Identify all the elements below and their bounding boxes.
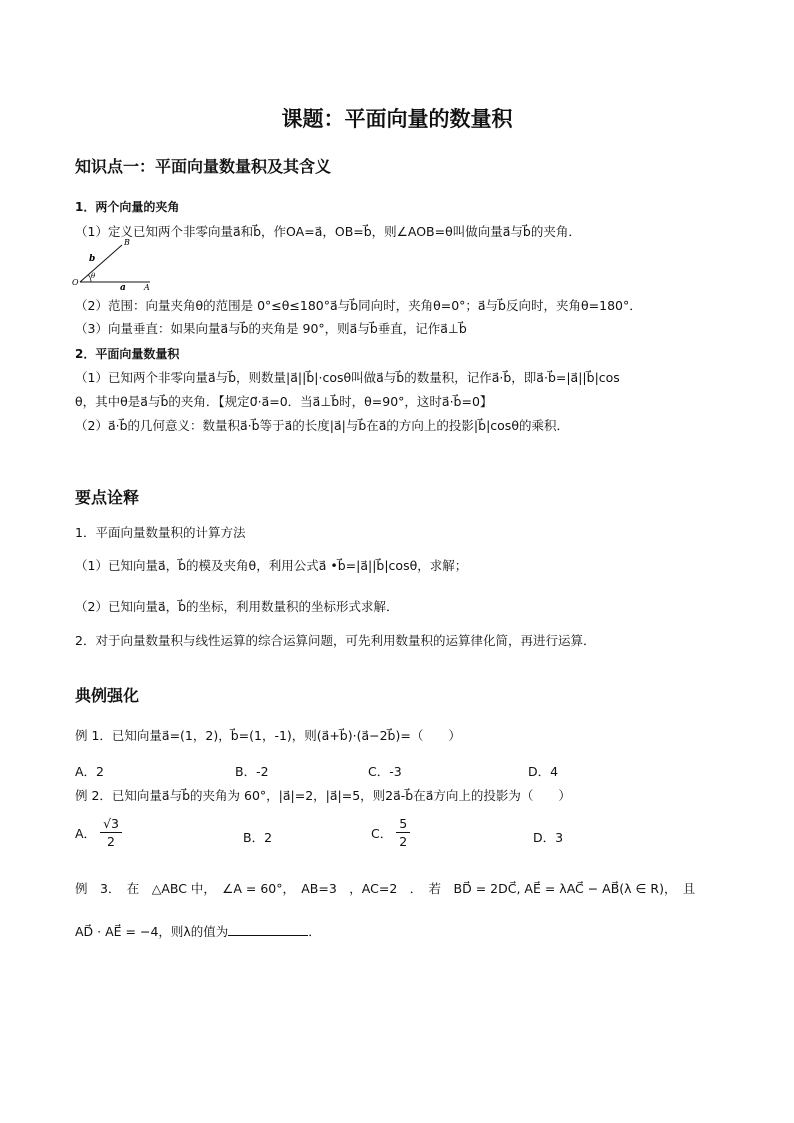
diagram-label-b: b [89, 254, 96, 264]
diagram-label-a: a [120, 283, 126, 292]
diagram-label-A: A [144, 283, 150, 292]
geometric-meaning-line: （2）a⃗·b⃗的几何意义：数量积a⃗·b⃗等于a⃗的长度|a⃗|与b⃗在a⃗的方向上的投影|b⃗|cosθ的乘积． [75, 418, 569, 433]
method-1-line: （1）已知向量a⃗，b⃗的模及夹角θ，利用公式a⃗ •b⃗=|a⃗||b⃗|cosθ，求解； [75, 558, 468, 573]
perpendicular-line: （3）向量垂直：如果向量a⃗与b⃗的夹角是 90°，则a⃗与b⃗垂直，记作a⃗⊥b⃗ [75, 321, 467, 336]
answer-blank [228, 923, 308, 936]
example-3-period: ． [308, 924, 321, 939]
example-3-line-1: 例 3． 在 △ABC 中， ∠A = 60°， AB=3 ，AC=2 ． 若 BD⃗ = 2DC⃗, AE⃗ = λAC⃗ − AB⃗(λ ∈ R)， 且 [75, 881, 696, 896]
dot-product-definition-line-1: （1）已知两个非零向量a⃗与b⃗，则数量|a⃗||b⃗|·cosθ叫做a⃗与b⃗的数量积，记作a⃗·b⃗，即a⃗·b⃗=|a⃗||b⃗|cos [75, 370, 620, 385]
example-1-option-d: D．4 [528, 764, 559, 779]
option-a-numerator: √3 [100, 816, 122, 833]
example-2-option-c [371, 816, 414, 849]
page-title: 课题：平面向量的数量积 [281, 107, 513, 131]
option-c-denominator: 2 [399, 834, 408, 849]
subheading-angle-between-vectors: 1．两个向量的夹角 [75, 200, 180, 214]
definition-line: （1）定义已知两个非零向量a⃗和b⃗，作OA=a⃗，OB=b⃗，则∠AOB=θ叫做向量a⃗与b⃗的夹角． [75, 224, 581, 239]
subheading-dot-product: 2．平面向量数量积 [75, 347, 180, 361]
diagram-label-B: B [124, 238, 130, 247]
option-c-label: C． [371, 825, 393, 841]
combined-operations-line: 2．对于向量数量积与线性运算的综合运算问题，可先利用数量积的运算律化简，再进行运算． [75, 633, 596, 648]
range-line: （2）范围：向量夹角θ的范围是 0°≤θ≤180°a⃗与b⃗同向时，夹角θ=0°；a⃗与b⃗反向时，夹角θ=180°． [75, 298, 642, 313]
method-2-line: （2）已知向量a⃗，b⃗的坐标，利用数量积的坐标形式求解． [75, 599, 399, 614]
example-3-line-2 [75, 922, 321, 940]
option-a-denominator: 2 [107, 834, 115, 849]
option-c-fraction [396, 816, 410, 849]
example-2-option-a [75, 816, 126, 849]
example-3-condition: AD⃗ · AE⃗ = −4，则λ的值为 [75, 924, 229, 939]
angle-diagram [66, 236, 162, 292]
option-a-label: A． [75, 825, 97, 841]
diagram-label-theta: θ [91, 272, 96, 280]
example-1-option-a: A．2 [75, 764, 105, 779]
example-2-stem: 例 2．已知向量a⃗与b⃗的夹角为 60°，|a⃗|=2，|a⃗|=5，则2a⃗-b⃗在a⃗方向上的投影为（ ） [75, 788, 571, 803]
method-heading: 1．平面向量数量积的计算方法 [75, 525, 246, 540]
section-heading-examples: 典例强化 [75, 686, 140, 705]
option-c-numerator: 5 [396, 816, 410, 833]
option-a-fraction [100, 816, 122, 849]
example-1-option-c: C．-3 [368, 764, 402, 779]
diagram-label-O: O [72, 278, 79, 287]
section-heading-knowledge-point-1: 知识点一：平面向量数量积及其含义 [75, 157, 332, 176]
example-1-stem: 例 1．已知向量a⃗=(1，2)，b⃗=(1，-1)，则(a⃗+b⃗)·(a⃗−2b⃗)=（ ） [75, 728, 461, 743]
section-heading-key-points: 要点诠释 [75, 488, 140, 507]
example-2-option-d: D．3 [533, 830, 564, 845]
dot-product-definition-line-2: θ，其中θ是a⃗与b⃗的夹角．【规定0⃗·a⃗=0．当a⃗⊥b⃗时，θ=90°，这时a⃗·b⃗=0】 [75, 394, 493, 409]
example-2-option-b: B．2 [243, 830, 273, 845]
example-1-option-b: B．-2 [235, 764, 269, 779]
